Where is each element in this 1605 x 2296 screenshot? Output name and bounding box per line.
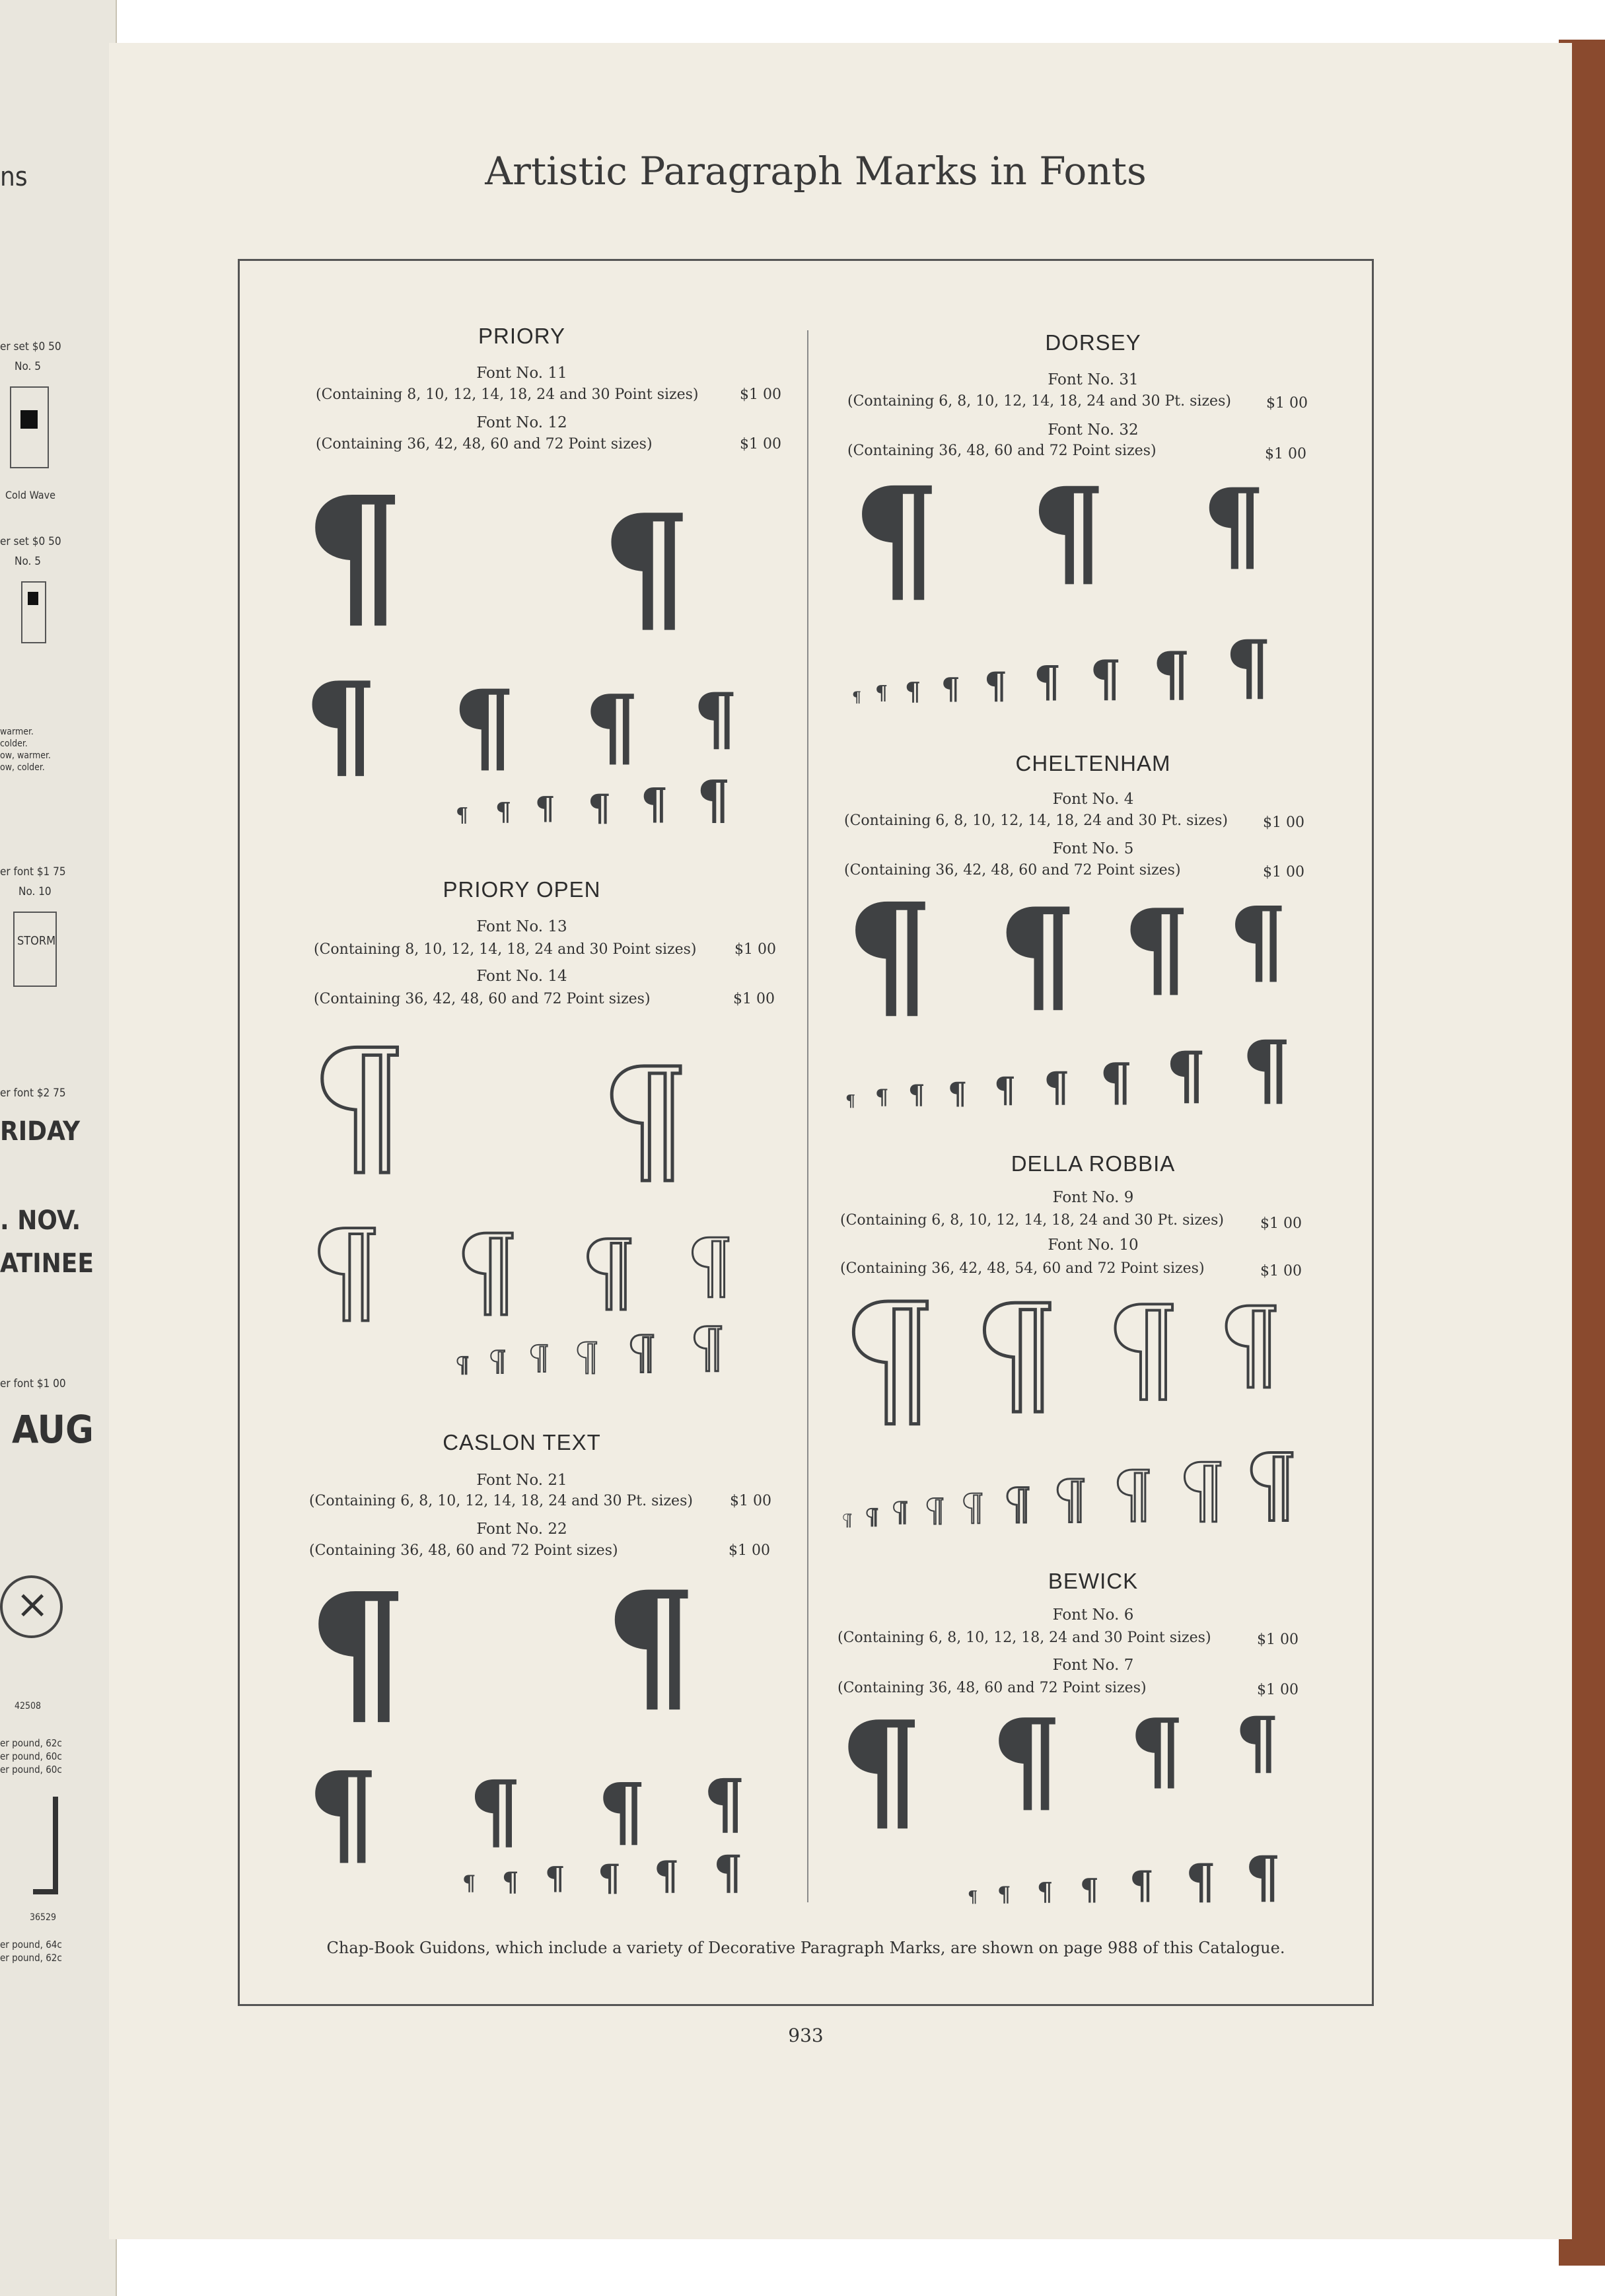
paragraph-mark-glyph: ¶ bbox=[908, 1079, 925, 1110]
font-number: Font No. 32 bbox=[1048, 421, 1139, 439]
price: $1 00 bbox=[1263, 864, 1304, 880]
left-line: Cold Wave bbox=[5, 489, 55, 501]
paragraph-mark-glyph: ¶ bbox=[697, 768, 731, 830]
paragraph-mark-glyph: ¶ bbox=[991, 1694, 1063, 1826]
left-line: ow, warmer. bbox=[0, 750, 51, 761]
paragraph-mark-glyph: ¶ bbox=[1100, 1052, 1133, 1112]
paragraph-mark-outline-glyph: ¶ bbox=[1004, 1480, 1032, 1529]
font-number: Font No. 9 bbox=[1052, 1189, 1134, 1206]
flag-square-icon bbox=[20, 410, 38, 429]
paragraph-mark-outline-glyph: ¶ bbox=[687, 1223, 733, 1307]
paragraph-mark-glyph: ¶ bbox=[703, 1764, 746, 1842]
left-line: 42508 bbox=[15, 1701, 42, 1711]
paragraph-mark-glyph: ¶ bbox=[588, 786, 611, 829]
paragraph-mark-glyph: ¶ bbox=[694, 677, 738, 759]
paragraph-mark-glyph: ¶ bbox=[641, 779, 668, 829]
paragraph-mark-outline-glyph: ¶ bbox=[961, 1486, 984, 1528]
specimen-caslon-text bbox=[307, 1558, 789, 1909]
paragraph-mark-outline-glyph: ¶ bbox=[627, 1327, 657, 1379]
storm-flag-icon bbox=[13, 912, 57, 987]
paragraph-mark-outline-glyph: ¶ bbox=[1245, 1437, 1298, 1532]
paragraph-mark-outline-glyph: ¶ bbox=[456, 1352, 470, 1377]
left-line: er set $0 50 bbox=[0, 340, 61, 353]
paragraph-mark-glyph: ¶ bbox=[968, 1887, 978, 1906]
paragraph-mark-glyph: ¶ bbox=[994, 1070, 1017, 1110]
flag-icon bbox=[10, 386, 49, 468]
corner-rule-icon bbox=[33, 1797, 58, 1894]
price: $1 00 bbox=[1260, 1215, 1302, 1232]
page-number: 933 bbox=[788, 2025, 824, 2046]
paragraph-mark-outline-glyph: ¶ bbox=[690, 1316, 725, 1379]
paragraph-mark-glyph: ¶ bbox=[1186, 1853, 1216, 1909]
paragraph-mark-glyph: ¶ bbox=[1245, 1844, 1281, 1910]
paragraph-mark-outline-glyph: ¶ bbox=[925, 1492, 945, 1529]
left-line: ATINEE bbox=[0, 1248, 94, 1279]
price: $1 00 bbox=[733, 991, 775, 1007]
paragraph-mark-glyph: ¶ bbox=[452, 668, 516, 785]
size-list: (Containing 6, 8, 10, 12, 18, 24 and 30 Point sizes) bbox=[838, 1630, 1211, 1646]
size-list: (Containing 6, 8, 10, 12, 14, 18, 24 and 30 Pt. sizes) bbox=[844, 812, 1228, 829]
paragraph-mark-glyph: ¶ bbox=[1202, 467, 1266, 583]
paragraph-mark-glyph: ¶ bbox=[304, 657, 378, 793]
page-title: Artistic Paragraph Marks in Fonts bbox=[485, 149, 1147, 194]
left-line: 36529 bbox=[30, 1912, 57, 1923]
size-list: (Containing 6, 8, 10, 12, 14, 18, 24 and 30 Pt. sizes) bbox=[840, 1212, 1224, 1229]
left-line: er font $1 00 bbox=[0, 1377, 66, 1390]
storm-flag-label: STORM bbox=[17, 934, 56, 948]
footnote: Chap-Book Guidons, which include a variety of Decorative Paragraph Marks, are shown on page 988 of this Catalogue. bbox=[326, 1939, 1285, 1957]
paragraph-mark-glyph: ¶ bbox=[941, 671, 960, 706]
left-line: er pound, 62c bbox=[0, 1737, 62, 1749]
paragraph-mark-outline-glyph: ¶ bbox=[310, 1206, 382, 1337]
paragraph-mark-outline-glyph: ¶ bbox=[865, 1504, 879, 1529]
paragraph-mark-glyph: ¶ bbox=[875, 1085, 889, 1110]
paragraph-mark-outline-glyph: ¶ bbox=[601, 1038, 690, 1200]
font-number: Font No. 22 bbox=[476, 1521, 567, 1538]
font-number: Font No. 5 bbox=[1052, 840, 1134, 857]
paragraph-mark-glyph: ¶ bbox=[598, 1856, 621, 1899]
flag-square-icon bbox=[28, 592, 38, 605]
section-title-priory-open: PRIORY OPEN bbox=[443, 877, 601, 902]
font-number: Font No. 12 bbox=[476, 414, 567, 431]
paragraph-mark-outline-glyph: ¶ bbox=[1113, 1458, 1153, 1530]
font-number: Font No. 4 bbox=[1052, 791, 1134, 808]
paragraph-mark-glyph: ¶ bbox=[601, 483, 692, 650]
paragraph-mark-glyph: ¶ bbox=[307, 1558, 408, 1744]
section-title-cheltenham: CHELTENHAM bbox=[1015, 751, 1171, 775]
left-line: No. 5 bbox=[15, 555, 41, 568]
paragraph-mark-glyph: ¶ bbox=[948, 1075, 968, 1111]
price: $1 00 bbox=[740, 436, 781, 452]
left-line: No. 10 bbox=[18, 885, 52, 898]
left-line: AUG bbox=[12, 1407, 94, 1452]
paragraph-mark-glyph: ¶ bbox=[713, 1845, 743, 1900]
paragraph-mark-glyph: ¶ bbox=[852, 456, 941, 620]
paragraph-mark-glyph: ¶ bbox=[875, 682, 888, 705]
size-list: (Containing 36, 48, 60 and 72 Point sizes) bbox=[309, 1542, 618, 1559]
paragraph-mark-glyph: ¶ bbox=[1030, 462, 1106, 601]
paragraph-mark-glyph: ¶ bbox=[585, 676, 639, 777]
specimen-priory-open bbox=[310, 1018, 793, 1400]
close-circle-icon bbox=[0, 1575, 63, 1638]
paragraph-mark-glyph: ¶ bbox=[1153, 639, 1191, 709]
price: $1 00 bbox=[1260, 1263, 1302, 1279]
left-line: warmer. bbox=[0, 727, 34, 737]
paragraph-mark-outline-glyph: ¶ bbox=[974, 1277, 1059, 1431]
flag-icon bbox=[21, 581, 46, 643]
paragraph-mark-outline-glyph: ¶ bbox=[1219, 1287, 1282, 1402]
paragraph-mark-glyph: ¶ bbox=[1129, 1863, 1154, 1908]
paragraph-mark-glyph: ¶ bbox=[462, 1871, 476, 1896]
price: $1 00 bbox=[1257, 1682, 1299, 1698]
paragraph-mark-outline-glyph: ¶ bbox=[575, 1334, 599, 1379]
paragraph-mark-outline-glyph: ¶ bbox=[310, 1018, 408, 1194]
paragraph-mark-glyph: ¶ bbox=[304, 462, 405, 648]
font-number: Font No. 7 bbox=[1052, 1657, 1134, 1674]
paragraph-mark-glyph: ¶ bbox=[852, 689, 861, 706]
paragraph-mark-outline-glyph: ¶ bbox=[456, 1214, 519, 1329]
paragraph-mark-glyph: ¶ bbox=[1090, 649, 1122, 707]
size-list: (Containing 8, 10, 12, 14, 18, 24 and 30 Point sizes) bbox=[316, 386, 699, 403]
paragraph-mark-glyph: ¶ bbox=[997, 1882, 1011, 1907]
paragraph-mark-glyph: ¶ bbox=[502, 1867, 519, 1898]
paragraph-mark-glyph: ¶ bbox=[1166, 1038, 1207, 1112]
left-line: . NOV. bbox=[0, 1205, 81, 1236]
paragraph-mark-glyph: ¶ bbox=[1044, 1063, 1070, 1111]
paragraph-mark-glyph: ¶ bbox=[1080, 1872, 1099, 1907]
left-line: er set $0 50 bbox=[0, 535, 61, 548]
price: $1 00 bbox=[729, 1542, 770, 1559]
paragraph-mark-glyph: ¶ bbox=[1034, 657, 1061, 707]
price: $1 00 bbox=[1263, 814, 1304, 831]
paragraph-mark-glyph: ¶ bbox=[905, 676, 921, 706]
paragraph-mark-outline-glyph: ¶ bbox=[1106, 1282, 1180, 1416]
specimen-dorsey bbox=[852, 456, 1314, 720]
paragraph-mark-glyph: ¶ bbox=[1235, 1701, 1279, 1783]
paragraph-mark-glyph: ¶ bbox=[845, 873, 934, 1036]
paragraph-mark-outline-glyph: ¶ bbox=[842, 1272, 937, 1445]
left-line: ow, colder. bbox=[0, 762, 45, 773]
paragraph-mark-glyph: ¶ bbox=[456, 804, 469, 827]
size-list: (Containing 6, 8, 10, 12, 14, 18, 24 and 30 Pt. sizes) bbox=[847, 393, 1231, 410]
paragraph-mark-glyph: ¶ bbox=[598, 1767, 647, 1856]
left-line: er pound, 60c bbox=[0, 1750, 62, 1762]
size-list: (Containing 6, 8, 10, 12, 14, 18, 24 and 30 Pt. sizes) bbox=[309, 1493, 693, 1509]
paragraph-mark-outline-glyph: ¶ bbox=[489, 1345, 507, 1377]
paragraph-mark-glyph: ¶ bbox=[495, 797, 512, 826]
paragraph-mark-outline-glyph: ¶ bbox=[1053, 1468, 1087, 1530]
paragraph-mark-glyph: ¶ bbox=[1037, 1877, 1053, 1906]
font-number: Font No. 31 bbox=[1048, 371, 1139, 388]
left-line: colder. bbox=[0, 738, 28, 749]
size-list: (Containing 36, 42, 48, 60 and 72 Point sizes) bbox=[844, 862, 1181, 879]
price: $1 00 bbox=[740, 386, 781, 403]
paragraph-mark-glyph: ¶ bbox=[845, 1091, 856, 1110]
font-number: Font No. 11 bbox=[476, 365, 567, 382]
price: $1 00 bbox=[734, 941, 776, 958]
price: $1 00 bbox=[1266, 395, 1308, 412]
paragraph-mark-glyph: ¶ bbox=[535, 790, 555, 827]
size-list: (Containing 36, 48, 60 and 72 Point sizes) bbox=[847, 443, 1157, 459]
size-list: (Containing 36, 42, 48, 60 and 72 Point sizes) bbox=[314, 991, 651, 1007]
paragraph-mark-outline-glyph: ¶ bbox=[528, 1338, 550, 1377]
font-number: Font No. 6 bbox=[1052, 1606, 1134, 1624]
x-glyph: × bbox=[16, 1581, 50, 1628]
price: $1 00 bbox=[1265, 446, 1306, 462]
left-line: er font $1 75 bbox=[0, 865, 66, 879]
font-number: Font No. 13 bbox=[476, 918, 567, 935]
specimen-bewick bbox=[839, 1692, 1301, 1916]
left-line: er pound, 64c bbox=[0, 1939, 62, 1951]
font-number: Font No. 10 bbox=[1048, 1237, 1139, 1254]
paragraph-mark-glyph: ¶ bbox=[654, 1853, 680, 1899]
left-line: er font $2 75 bbox=[0, 1087, 66, 1100]
font-number: Font No. 21 bbox=[476, 1472, 567, 1489]
paragraph-mark-outline-glyph: ¶ bbox=[842, 1511, 853, 1530]
specimen-della-robbia bbox=[842, 1272, 1311, 1549]
price: $1 00 bbox=[730, 1493, 771, 1509]
left-line: er pound, 62c bbox=[0, 1952, 62, 1964]
paragraph-mark-glyph: ¶ bbox=[1242, 1023, 1292, 1115]
left-line: RIDAY bbox=[0, 1116, 81, 1147]
left-page-heading: ns bbox=[0, 162, 28, 192]
paragraph-mark-outline-glyph: ¶ bbox=[1179, 1447, 1225, 1532]
size-list: (Containing 36, 42, 48, 60 and 72 Point sizes) bbox=[316, 436, 653, 452]
paragraph-mark-glyph: ¶ bbox=[1129, 1700, 1184, 1801]
font-number: Font No. 14 bbox=[476, 968, 567, 985]
section-title-priory: PRIORY bbox=[478, 324, 565, 348]
size-list: (Containing 36, 42, 48, 54, 60 and 72 Point sizes) bbox=[840, 1260, 1205, 1277]
paragraph-mark-outline-glyph: ¶ bbox=[892, 1497, 909, 1528]
paragraph-mark-glyph: ¶ bbox=[545, 1860, 565, 1897]
section-title-della-robbia: DELLA ROBBIA bbox=[1011, 1151, 1176, 1176]
paragraph-mark-glyph: ¶ bbox=[1229, 887, 1288, 995]
size-list: (Containing 8, 10, 12, 14, 18, 24 and 30 Point sizes) bbox=[314, 941, 697, 958]
column-divider bbox=[807, 330, 808, 1902]
section-title-dorsey: DORSEY bbox=[1045, 330, 1141, 355]
left-line: er pound, 60c bbox=[0, 1764, 62, 1776]
left-line: No. 5 bbox=[15, 360, 41, 373]
paragraph-mark-glyph: ¶ bbox=[307, 1747, 379, 1879]
specimen-priory bbox=[304, 462, 793, 845]
section-title-bewick: BEWICK bbox=[1048, 1569, 1139, 1593]
paragraph-mark-glyph: ¶ bbox=[839, 1692, 923, 1848]
paragraph-mark-glyph: ¶ bbox=[469, 1763, 522, 1859]
paragraph-mark-glyph: ¶ bbox=[1225, 624, 1271, 709]
paragraph-mark-outline-glyph: ¶ bbox=[581, 1221, 636, 1322]
paragraph-mark-glyph: ¶ bbox=[604, 1559, 697, 1730]
price: $1 00 bbox=[1257, 1632, 1299, 1648]
size-list: (Containing 36, 48, 60 and 72 Point sizes) bbox=[838, 1680, 1147, 1696]
paragraph-mark-glyph: ¶ bbox=[984, 664, 1007, 707]
specimen-cheltenham bbox=[845, 873, 1308, 1123]
paragraph-mark-glyph: ¶ bbox=[1123, 886, 1190, 1010]
paragraph-mark-glyph: ¶ bbox=[997, 880, 1077, 1028]
section-title-caslon-text: CASLON TEXT bbox=[443, 1430, 601, 1454]
